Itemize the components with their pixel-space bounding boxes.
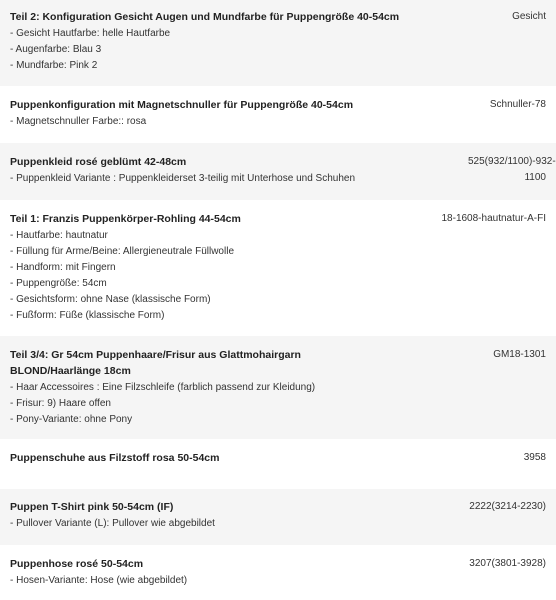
order-item-sku: 525(932/1100)-932-1100 bbox=[468, 156, 556, 183]
order-item-title: Puppenschuhe aus Filzstoff rosa 50-54cm bbox=[10, 452, 220, 464]
order-item-detail: - Handform: mit Fingern bbox=[10, 262, 116, 273]
order-item-title: Puppen T-Shirt pink 50-54cm (IF) bbox=[10, 501, 174, 513]
order-item-detail: - Haar Accessoires : Eine Filzschleife (farblich passend zur Kleidung) bbox=[10, 382, 316, 393]
order-item-details bbox=[10, 516, 428, 532]
order-item-sku: 18-1608-hautnatur-A-FI bbox=[441, 213, 546, 224]
order-item-title: Puppenkonfiguration mit Magnetschnuller für Puppengröße 40-54cm bbox=[10, 99, 354, 111]
order-item-detail: - Puppengröße: 54cm bbox=[10, 278, 107, 289]
order-item-title: Teil 1: Franzis Puppenkörper-Rohling 44-54cm bbox=[10, 213, 241, 225]
order-item-details bbox=[10, 573, 428, 589]
order-item-detail: - Augenfarbe: Blau 3 bbox=[10, 44, 102, 55]
order-item bbox=[0, 439, 556, 489]
order-item bbox=[0, 143, 556, 200]
order-item-title: Teil 3/4: Gr 54cm Puppenhaare/Frisur aus Glattmohairgarn BLOND/Haarlänge 18cm bbox=[10, 349, 301, 377]
order-item-info bbox=[10, 97, 442, 143]
order-item-title: Teil 2: Konfiguration Gesicht Augen und Mundfarbe für Puppengröße 40-54cm bbox=[10, 11, 400, 23]
order-item-info bbox=[10, 154, 460, 200]
order-item-detail: - Puppenkleid Variante : Puppenkleiderset 3-teilig mit Unterhose und Schuhen bbox=[10, 173, 356, 184]
order-item-detail: - Pony-Variante: ohne Pony bbox=[10, 414, 133, 425]
order-item-detail: - Gesichtsform: ohne Nase (klassische Form) bbox=[10, 294, 211, 305]
order-item-details bbox=[10, 114, 442, 130]
order-item-info bbox=[10, 450, 442, 489]
order-item-sku: Gesicht bbox=[512, 11, 546, 22]
order-item-sku: Schnuller-78 bbox=[489, 99, 546, 110]
order-item-details bbox=[10, 228, 408, 324]
order-item-info bbox=[10, 211, 408, 336]
order-item-detail: - Hautfarbe: hautnatur bbox=[10, 230, 108, 241]
order-item bbox=[0, 336, 556, 439]
order-item-details bbox=[10, 171, 460, 187]
order-item-sku: GM18-1301 bbox=[493, 349, 546, 360]
order-item-info bbox=[10, 556, 428, 600]
order-item-title: Puppenkleid rosé geblümt 42-48cm bbox=[10, 156, 187, 168]
order-item-details bbox=[10, 380, 390, 428]
order-item bbox=[0, 0, 556, 86]
order-item bbox=[0, 200, 556, 336]
order-item-detail: - Gesicht Hautfarbe: helle Hautfarbe bbox=[10, 28, 171, 39]
order-item-sku: 3207(3801-3928) bbox=[469, 558, 546, 569]
order-item-detail: - Frisur: 9) Haare offen bbox=[10, 398, 111, 409]
order-item-detail: - Magnetschnuller Farbe:: rosa bbox=[10, 116, 147, 127]
order-item bbox=[0, 86, 556, 143]
order-item-details bbox=[10, 26, 442, 74]
order-item-title: Puppenhose rosé 50-54cm bbox=[10, 558, 144, 570]
order-item-info bbox=[10, 499, 428, 545]
order-item-detail: - Hosen-Variante: Hose (wie abgebildet) bbox=[10, 575, 188, 586]
order-item-detail: - Füllung für Arme/Beine: Allergieneutrale Füllwolle bbox=[10, 246, 234, 257]
order-item-detail: - Pullover Variante (L): Pullover wie abgebildet bbox=[10, 518, 215, 529]
order-item-detail: - Mundfarbe: Pink 2 bbox=[10, 60, 98, 71]
order-item bbox=[0, 545, 556, 600]
order-item-detail: - Fußform: Füße (klassische Form) bbox=[10, 310, 165, 321]
order-item-info bbox=[10, 347, 390, 439]
order-item-sku: 3958 bbox=[523, 452, 546, 463]
order-item-info bbox=[10, 9, 442, 86]
order-item bbox=[0, 489, 556, 545]
order-item-sku: 2222(3214-2230) bbox=[469, 501, 546, 512]
